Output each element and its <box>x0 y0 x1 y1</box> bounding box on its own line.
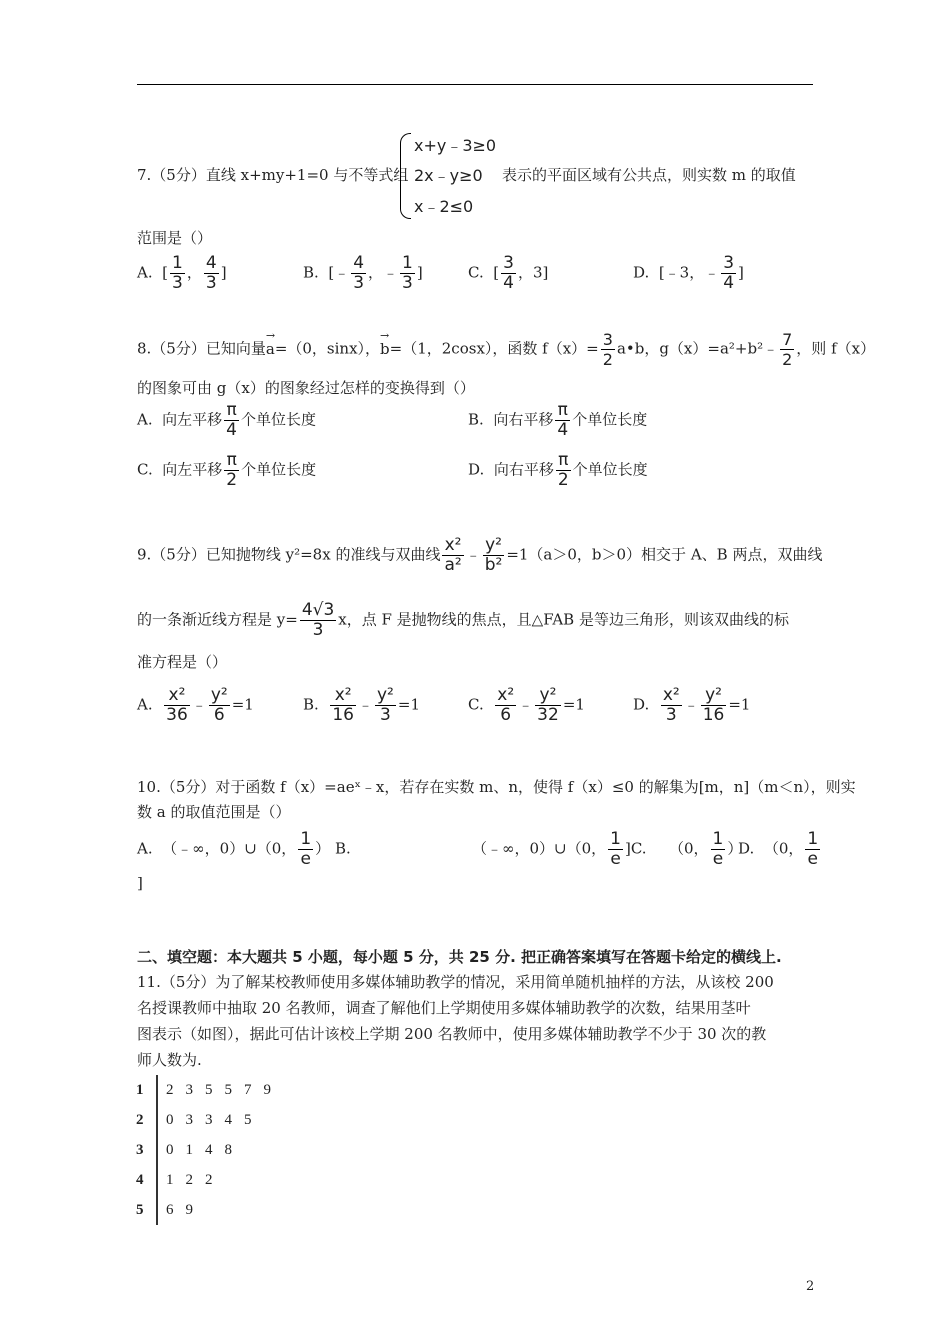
leaves: 69 <box>157 1195 283 1225</box>
q9-option-a: A. $\frac{\text{x²}}{36}$ ﹣ $\frac{\text{y²}}{6}$ =1 <box>137 685 254 725</box>
q7-line2: 范围是（） <box>137 229 213 247</box>
q7-prefix: 7.（5分）直线 x+my+1=0 与不等式组 <box>137 166 409 184</box>
stem-row <box>136 1135 283 1165</box>
q9-option-b: B. $\frac{\text{x²}}{16}$ ﹣ $\frac{\text{y²}}{3}$ =1 <box>303 685 421 725</box>
stem-row <box>136 1105 283 1135</box>
stem-row <box>136 1195 283 1225</box>
q9-line3: 准方程是（） <box>137 653 228 671</box>
stem: 3 <box>136 1141 144 1158</box>
q11-line-2: 名授课教师中抽取 20 名教师，调查了解他们上学期使用多媒体辅助教学的次数，结果用茎叶 <box>137 999 751 1017</box>
stem: 4 <box>136 1171 144 1188</box>
q10-tail: ] <box>137 874 143 892</box>
q11-line-4: 师人数为. <box>137 1051 202 1069</box>
q9-line2: 的一条渐近线方程是 y= $\frac{4√3}{3}$ x，点 F 是抛物线的焦点，且△FAB 是等边三角形，则该双曲线的标 <box>137 600 789 640</box>
stem: 5 <box>136 1201 144 1218</box>
q7-option-d: D. [﹣3，﹣ $\frac{3}{4}$ ] <box>633 253 744 293</box>
q7-suffix: 表示的平面区域有公共点，则实数 m 的取值 <box>502 166 796 184</box>
q8-line1: 8.（5分）已知向量→ a=（0，sinx），→ b=（1，2cosx），函数 f（x）= $\frac{3}{2}$ a•b，g（x）=a²+b²﹣ $\frac{7}{2}$ ，则 f（x） <box>137 330 875 369</box>
q8-option-a: A. 向左平移 $\frac{\pi}{4}$ 个单位长度 <box>137 400 317 440</box>
q7-system-line-3: x﹣2≤0 <box>414 197 474 216</box>
left-brace <box>400 133 411 219</box>
q9-option-d: D. $\frac{\text{x²}}{3}$ ﹣ $\frac{\text{y²}}{16}$ =1 <box>633 685 751 725</box>
q7-system-line-2: 2x﹣y≥0 <box>414 166 483 185</box>
stem-row <box>136 1075 283 1105</box>
q7-option-c: C. [ $\frac{3}{4}$ ，3] <box>468 253 549 293</box>
q7-system-line-1: x+y﹣3≥0 <box>414 136 497 155</box>
stem-row <box>136 1165 283 1195</box>
q10-option-d: D. （0， $\frac{1}{e}$ <box>738 829 819 869</box>
q10-option-a: A. （﹣∞，0）∪（0， $\frac{1}{e}$ ） B. <box>137 829 351 869</box>
q7-option-b: B. [﹣ $\frac{4}{3}$ ，﹣ $\frac{1}{3}$ ] <box>303 253 423 293</box>
q11-line-3: 图表示（如图），据此可估计该校上学期 200 名教师中，使用多媒体辅助教学不少于 30 次的教 <box>137 1025 767 1043</box>
page-number: 2 <box>806 1279 815 1294</box>
q8-option-b: B. 向右平移 $\frac{\pi}{4}$ 个单位长度 <box>468 400 648 440</box>
q8-line2: 的图象可由 g（x）的图象经过怎样的变换得到（） <box>137 379 475 397</box>
header-rule <box>137 84 813 85</box>
stem: 2 <box>136 1111 144 1128</box>
q8-option-d: D. 向右平移 $\frac{\pi}{2}$ 个单位长度 <box>468 450 648 490</box>
q9-line1: 9.（5分）已知抛物线 y²=8x 的准线与双曲线 $\frac{\text{x²}}{\text{a²}}$ ﹣ $\frac{\text{y²}}{\text{b²}}$ =1（a＞0，b＞0）相交于 A、B 两点，双曲线 <box>137 535 823 575</box>
q10-line2: 数 a 的取值范围是（） <box>137 803 291 821</box>
q10-option-c: （0， $\frac{1}{e}$ ） <box>669 829 743 869</box>
leaves: 03345 <box>157 1105 283 1135</box>
q7-inequality-system <box>400 133 500 219</box>
q10-line1: 10.（5分）对于函数 f（x）=aeˣ﹣x，若存在实数 m、n，使得 f（x）≤0 的解集为[m，n]（m＜n），则实 <box>137 778 856 796</box>
leaves: 122 <box>157 1165 283 1195</box>
q9-option-c: C. $\frac{\text{x²}}{6}$ ﹣ $\frac{\text{y²}}{32}$ =1 <box>468 685 585 725</box>
section-title: 二、填空题：本大题共 5 小题，每小题 5 分，共 25 分. 把正确答案填写在答题卡给定的横线上. <box>137 948 782 966</box>
leaves: 235579 <box>157 1075 283 1105</box>
q11-line-1: 11.（5分）为了解某校教师使用多媒体辅助教学的情况，采用简单随机抽样的方法，从该校 200 <box>137 973 774 991</box>
q10-option-b: （﹣∞，0）∪（0， $\frac{1}{e}$ ]C. <box>472 829 647 869</box>
stem-leaf-plot <box>136 1075 283 1225</box>
q8-option-c: C. 向左平移 $\frac{\pi}{2}$ 个单位长度 <box>137 450 317 490</box>
stem: 1 <box>136 1081 144 1098</box>
leaves: 0148 <box>157 1135 283 1165</box>
q7-option-a: A. [ $\frac{1}{3}$ ， $\frac{4}{3}$ ] <box>137 253 227 293</box>
